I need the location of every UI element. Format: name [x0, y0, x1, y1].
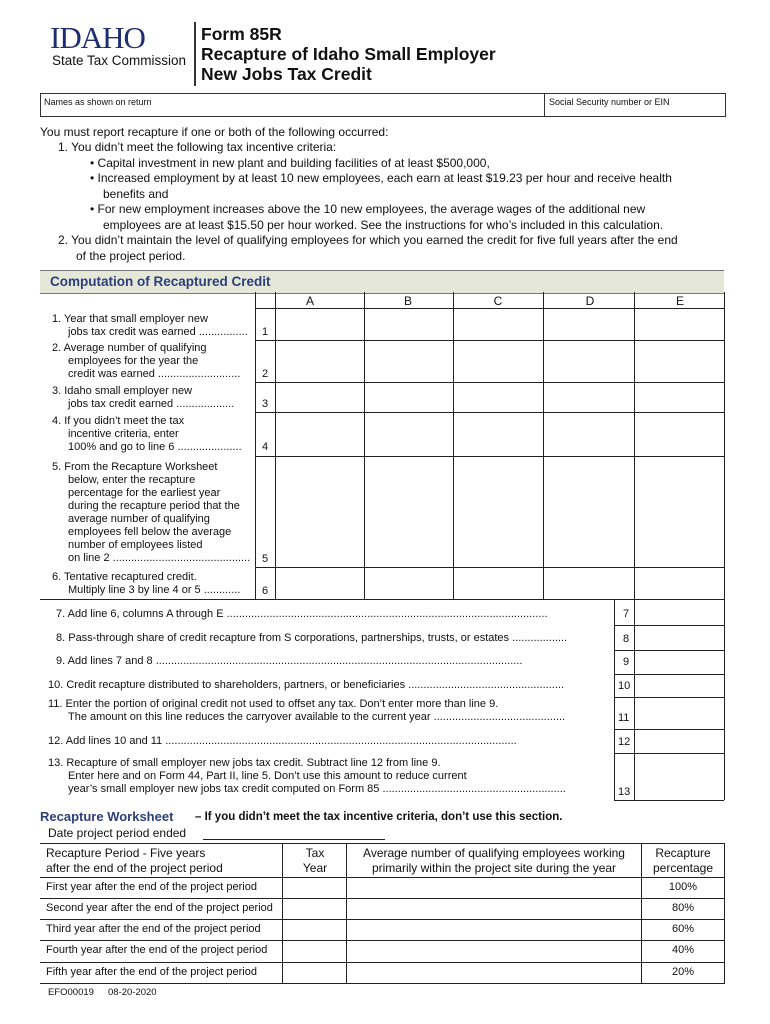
- line-3-number: 3: [262, 398, 269, 410]
- ws-row-4-pct: 40%: [671, 944, 695, 956]
- date-project-label: Date project period ended: [48, 826, 187, 840]
- line-7-label: 7. Add line 6, columns A through E .........................................................................................................: [56, 608, 548, 620]
- ws-row-5-pct: 20%: [671, 966, 695, 978]
- names-label: Names as shown on return: [44, 97, 152, 107]
- intro-bullet2b: benefits and: [103, 187, 169, 201]
- intro-lead: You must report recapture if one or both of the following occurred:: [40, 125, 389, 139]
- worksheet-note: – If you didn’t meet the tax incentive criteria, don’t use this section.: [195, 811, 563, 823]
- intro-item1: 1. You didn’t meet the following tax incentive criteria:: [58, 140, 337, 154]
- title-divider: [194, 22, 196, 86]
- column-d-label: D: [585, 294, 595, 308]
- idaho-logo: IDAHO: [50, 20, 145, 55]
- form-title-line2: New Jobs Tax Credit: [201, 64, 372, 84]
- column-a-label: A: [305, 294, 314, 308]
- line-1-number: 1: [262, 326, 269, 338]
- line-2-label: 2. Average number of qualifying employees for the year the credit was earned ...........................: [52, 342, 241, 380]
- ws-row-1-pct: 100%: [668, 881, 698, 893]
- line-8-number: 8: [623, 633, 630, 645]
- intro-item2a: 2. You didn’t maintain the level of qualifying employees for which you earned the credit for five full years after the end: [58, 233, 678, 247]
- line-4-number: 4: [262, 441, 269, 453]
- line-6-label: 6. Tentative recaptured credit. Multiply line 3 by line 4 or 5 ............: [52, 571, 241, 596]
- line-11-number: 11: [618, 712, 630, 724]
- date-project-field[interactable]: [203, 839, 385, 840]
- ws-row-2-period: Second year after the end of the project period: [46, 902, 273, 914]
- intro-bullet1: • Capital investment in new plant and building facilities of at least $500,000,: [90, 156, 490, 170]
- line-12-number: 12: [618, 736, 631, 748]
- column-c-label: C: [493, 294, 503, 308]
- form-title-line1: Recapture of Idaho Small Employer: [201, 44, 496, 64]
- line-13-label-b: Enter here and on Form 44, Part II, line 5. Don’t use this amount to reduce current: [68, 770, 467, 782]
- ws-row-3-pct: 60%: [671, 923, 695, 935]
- ws-row-2-pct: 80%: [671, 902, 695, 914]
- line-13-label-c: year’s small employer new jobs tax credit computed on Form 85 ............................................................: [68, 783, 566, 795]
- ws-col-year-header: Tax Year: [302, 846, 328, 875]
- ws-col-pct-header: Recapture percentage: [652, 846, 714, 875]
- line-11-label-b: The amount on this line reduces the carryover available to the current year ...........................................: [68, 711, 566, 723]
- line-9-number: 9: [623, 656, 630, 668]
- line-4-label: 4. If you didn’t meet the tax incentive criteria, enter 100% and go to line 6 .....................: [52, 415, 242, 453]
- intro-bullet2a: • Increased employment by at least 10 new employees, each earn at least $19.23 per hour and receive health: [90, 171, 672, 185]
- ssn-label: Social Security number or EIN: [549, 97, 670, 107]
- line-11-label-a: 11. Enter the portion of original credit not used to offset any tax. Don’t enter more than line 9.: [48, 698, 499, 710]
- line-2-number: 2: [262, 368, 269, 380]
- column-b-label: B: [403, 294, 412, 308]
- line-8-label: 8. Pass-through share of credit recapture from S corporations, partnerships, trusts, or estates ..................: [56, 632, 568, 644]
- footer-code: EFO00019: [48, 987, 94, 998]
- ws-row-4-period: Fourth year after the end of the project period: [46, 944, 268, 956]
- line-5-number: 5: [262, 553, 269, 565]
- intro-bullet3a: • For new employment increases above the 10 new employees, the average wages of the additional new: [90, 202, 646, 216]
- ws-col-avg-header: Average number of qualifying employees working primarily within the project site during the year: [363, 846, 625, 875]
- line-6-number: 6: [262, 585, 269, 597]
- form-number: Form 85R: [201, 24, 282, 44]
- footer-date: 08-20-2020: [108, 987, 157, 998]
- intro-item2b: of the project period.: [76, 249, 186, 263]
- column-e-label: E: [675, 294, 684, 308]
- form-title: [201, 24, 496, 84]
- line-3-label: 3. Idaho small employer new jobs tax credit earned ...................: [52, 385, 235, 410]
- ws-col-period-header: Recapture Period - Five years after the end of the project period: [46, 846, 223, 875]
- line-12-label: 12. Add lines 10 and 11 ...................................................................................................................: [48, 735, 517, 747]
- line-9-label: 9. Add lines 7 and 8 ........................................................................................................................: [56, 655, 523, 667]
- line-10-number: 10: [618, 680, 631, 692]
- line-13-number: 13: [618, 786, 631, 798]
- computation-heading: Computation of Recaptured Credit: [40, 270, 724, 294]
- line-10-label: 10. Credit recapture distributed to shareholders, partners, or beneficiaries ...................................................: [48, 679, 564, 691]
- intro-bullet3b: employees are at least $15.50 per hour worked. See the instructions for who’s included in this calculation.: [103, 218, 664, 232]
- line-13-label-a: 13. Recapture of small employer new jobs tax credit. Subtract line 12 from line 9.: [48, 757, 441, 769]
- ws-row-5-period: Fifth year after the end of the project period: [46, 966, 257, 978]
- ws-row-3-period: Third year after the end of the project period: [46, 923, 261, 935]
- ws-row-1-period: First year after the end of the project period: [46, 881, 257, 893]
- worksheet-heading: Recapture Worksheet: [40, 809, 174, 824]
- header-separator: [544, 93, 545, 117]
- line-7-number: 7: [623, 608, 630, 620]
- line-5-label: 5. From the Recapture Worksheet below, enter the recapture percentage for the earliest year during the recapture period that the average number of qualifying employees fell below the average number of employees listed on line 2 .............................................: [52, 461, 251, 564]
- agency-name: State Tax Commission: [52, 53, 187, 68]
- line-1-label: 1. Year that small employer new jobs tax credit was earned ................: [52, 313, 248, 338]
